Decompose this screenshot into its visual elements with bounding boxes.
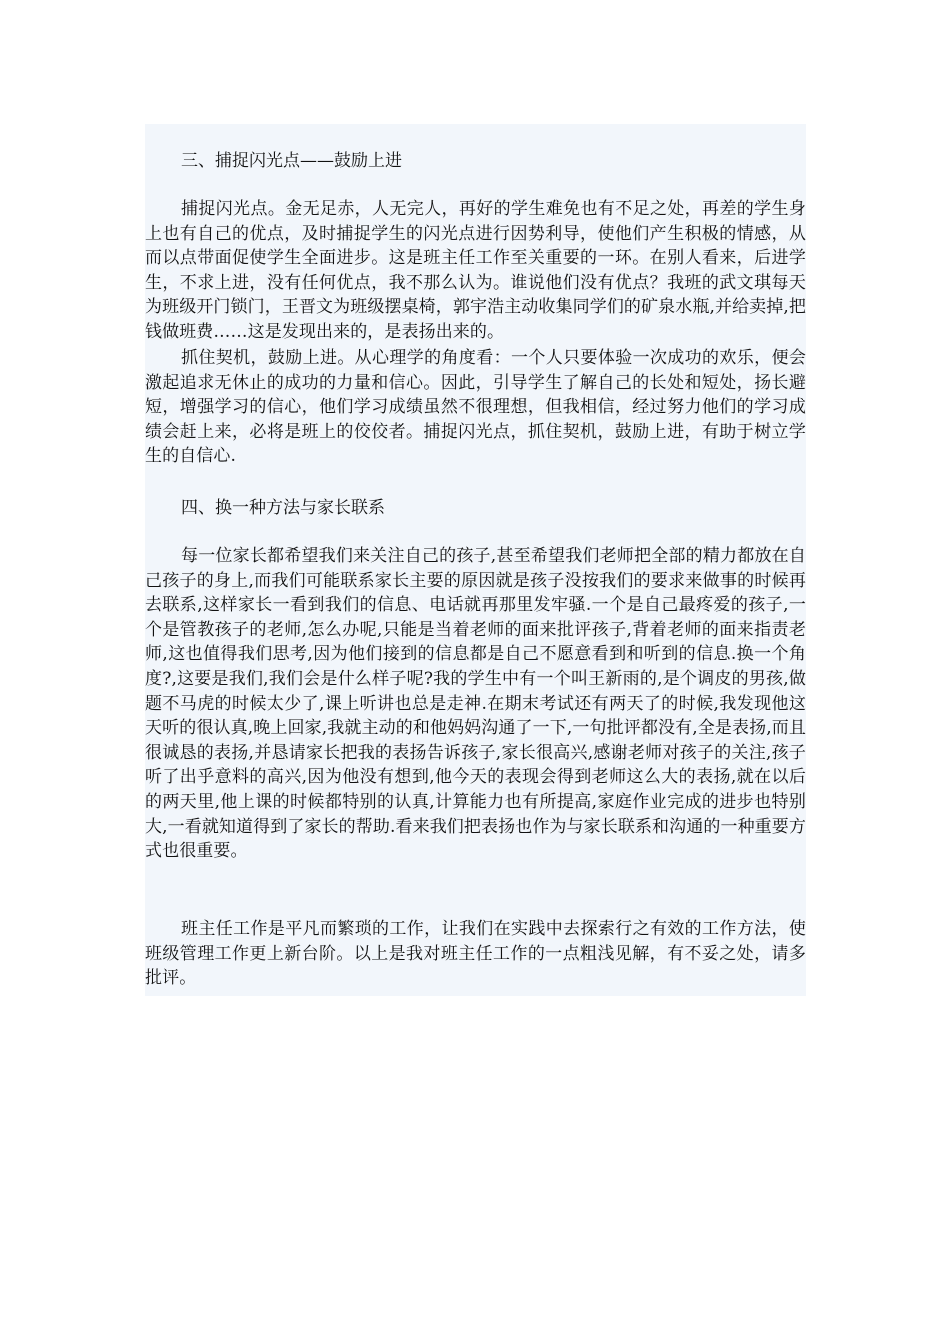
document-text-block — [145, 124, 806, 996]
section-heading-4: 四、换一种方法与家长联系 — [181, 498, 385, 518]
paragraph-parent-contact: 每一位家长都希望我们来关注自己的孩子,甚至希望我们老师把全部的精力都放在自己孩子的身上,而我们可能联系家长主要的原因就是孩子没按我们的要求来做事的时候再去联系,这样家长一看到我们的信息、电话就再那里发牢骚.一个是自己最疼爱的孩子,一个是管教孩子的老师,怎么办呢,只能是当着老师的面来批评孩子,背着老师的面来指责老师,这也值得我们思考,因为他们接到的信息都是自己不愿意看到和听到的信息.换一个角度?,这要是我们,我们会是什么样子呢?我的学生中有一个叫王新雨的,是个调皮的男孩,做题不马虎的时候太少了,课上听讲也总是走神.在期末考试还有两天了的时候,我发现他这天听的很认真,晚上回家,我就主动的和他妈妈沟通了一下,一句批评都没有,全是表扬,而且很诚恳的表扬,并恳请家长把我的表扬告诉孩子,家长很高兴,感谢老师对孩子的关注,孩子听了出乎意料的高兴,因为他没有想到,他今天的表现会得到老师这么大的表扬,就在以后的两天里,他上课的时候都特别的认真,计算能力也有所提高,家庭作业完成的进步也特别大,一看就知道得到了家长的帮助.看来我们把表扬也作为与家长联系和沟通的一种重要方式也很重要。 — [145, 546, 806, 862]
paragraph-seize-opportunity: 抓住契机，鼓励上进。从心理学的角度看：一个人只要体验一次成功的欢乐，便会激起追求无休止的成功的力量和信心。因此，引导学生了解自己的长处和短处，扬长避短，增强学习的信心，他们学习成绩虽然不很理想，但我相信，经过努力他们的学习成绩会赶上来，必将是班上的佼佼者。捕捉闪光点，抓住契机，鼓励上进，有助于树立学生的自信心. — [145, 348, 806, 467]
paragraph-capture-highlights: 捕捉闪光点。金无足赤，人无完人，再好的学生难免也有不足之处，再差的学生身上也有自己的优点，及时捕捉学生的闪光点进行因势利导，使他们产生积极的情感，从而以点带面促使学生全面进步。这是班主任工作至关重要的一环。在别人看来，后进学生，不求上进，没有任何优点，我不那么认为。谁说他们没有优点？我班的武文琪每天为班级开门锁门，王晋文为班级摆桌椅，郭宇浩主动收集同学们的矿泉水瓶,并给卖掉,把钱做班费……这是发现出来的，是表扬出来的。 — [145, 199, 806, 342]
paragraph-conclusion: 班主任工作是平凡而繁琐的工作，让我们在实践中去探索行之有效的工作方法，使班级管理工作更上新台阶。以上是我对班主任工作的一点粗浅见解，有不妥之处，请多批评。 — [145, 919, 806, 989]
section-heading-3: 三、捕捉闪光点——鼓励上进 — [181, 151, 402, 171]
